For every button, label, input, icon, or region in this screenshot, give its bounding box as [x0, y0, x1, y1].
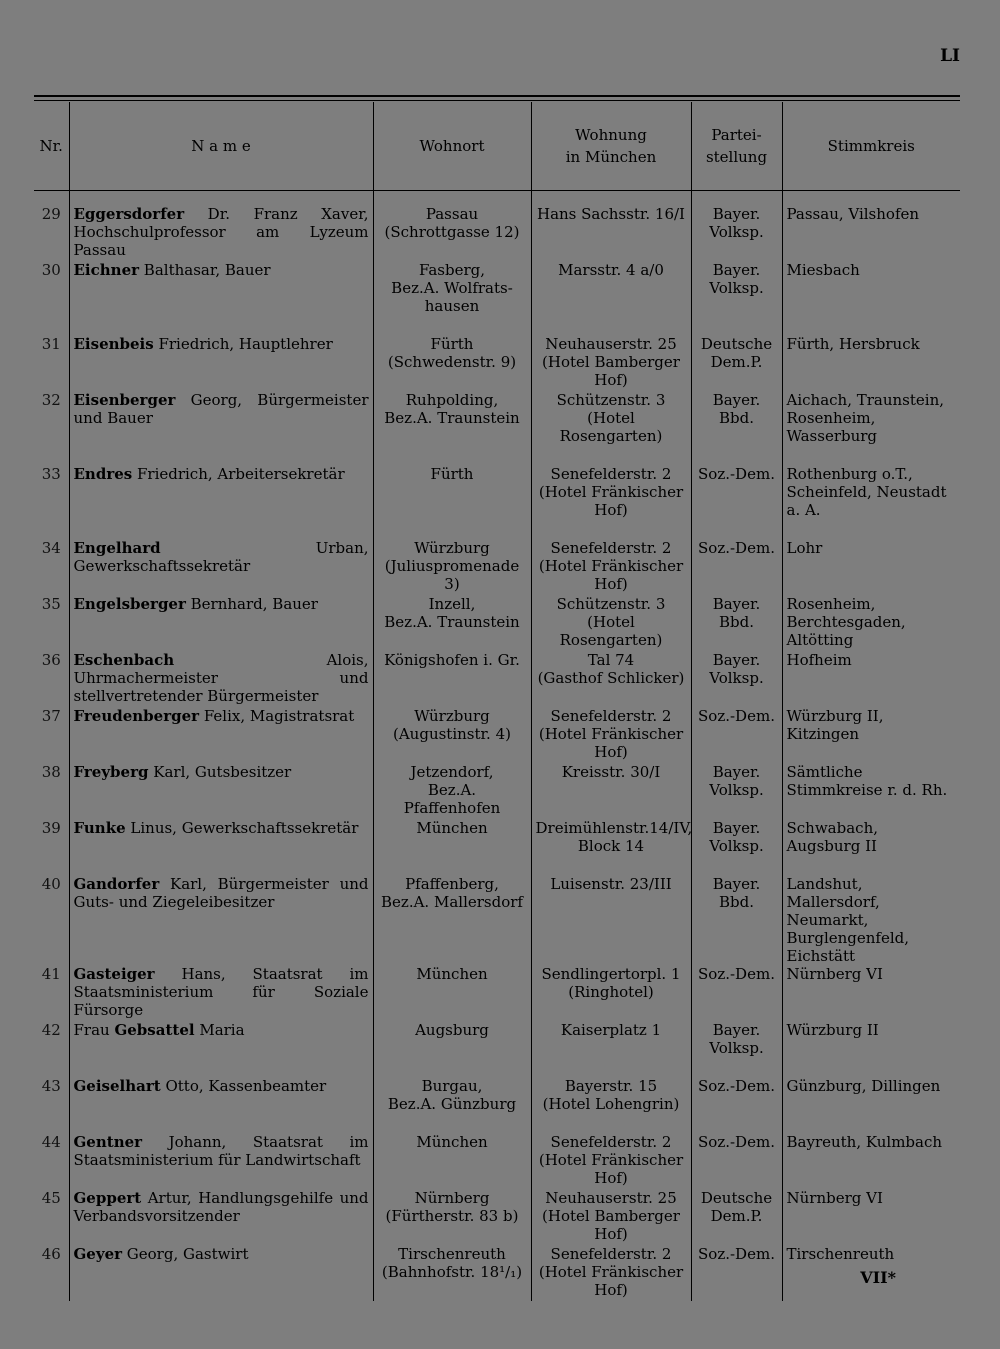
table-row	[34, 391, 960, 465]
residence-line: München	[416, 1133, 488, 1151]
member-surname: Engelhard	[73, 539, 161, 557]
address-line: Neuhauserstr. 25	[545, 1189, 677, 1207]
constituency: Bayreuth, Kulmbach	[782, 1133, 960, 1189]
party	[691, 1133, 782, 1189]
residence	[373, 261, 531, 335]
residence-line: Fasberg,	[418, 261, 486, 279]
member-surname: Gentner	[73, 1133, 143, 1151]
address-line: (Hotel Rosengarten)	[559, 409, 663, 445]
table-row	[34, 205, 960, 261]
member-surname: Eichner	[73, 261, 140, 279]
party-line: Bayer. Bbd.	[712, 595, 761, 631]
row-number: 41	[41, 965, 61, 983]
address-line: (Hotel Fränkischer Hof)	[538, 1151, 684, 1187]
member-surname: Geppert	[73, 1189, 142, 1207]
member-name	[69, 1021, 373, 1077]
name-prefix: Frau	[73, 1021, 115, 1039]
address-line: Senefelderstr. 2	[550, 1245, 672, 1263]
party-line: Bayer.	[712, 763, 761, 781]
address-line: Senefelderstr. 2	[550, 1133, 672, 1151]
constituency: Günzburg, Dillingen	[782, 1077, 960, 1133]
address-line: (Ringhotel)	[568, 983, 654, 1001]
member-surname: Eggersdorfer	[73, 205, 185, 223]
constituency: Nürnberg VI	[782, 1189, 960, 1245]
header-partei	[691, 102, 782, 191]
member-name	[69, 875, 373, 965]
row-number: 35	[41, 595, 61, 613]
address-line: Neuhauserstr. 25	[545, 335, 677, 353]
address-line: (Gasthof Schlicker)	[537, 669, 685, 687]
address-line: Senefelderstr. 2	[550, 465, 672, 483]
address-line: Luisenstr. 23/III	[550, 875, 672, 893]
munich-address	[531, 1245, 691, 1301]
row-number: 43	[41, 1077, 61, 1095]
munich-address	[531, 1133, 691, 1189]
residence-line: Fürth	[430, 335, 474, 353]
member-details: Artur, Handlungsgehilfe und Verbandsvorsitzender	[73, 1189, 369, 1225]
residence-line: Passau	[425, 205, 479, 223]
residence-line: Bez.A. Pfaffenhofen	[403, 781, 501, 817]
member-details: Alois, Uhrmachermeister und stellvertretender Bürgermeister	[73, 651, 369, 705]
party	[691, 1077, 782, 1133]
residence-line: Augsburg	[415, 1021, 489, 1039]
constituency: Schwabach, Augsburg II	[782, 819, 960, 875]
address-line: Senefelderstr. 2	[550, 539, 672, 557]
member-name	[69, 465, 373, 539]
table-row	[34, 1077, 960, 1133]
residence-line: hausen	[424, 297, 480, 315]
page-number: LI	[940, 46, 960, 66]
munich-address	[531, 1189, 691, 1245]
address-line: Hans Sachsstr. 16/I	[537, 205, 685, 223]
residence	[373, 1245, 531, 1301]
residence-line: (Bahnhofstr. 18¹/₁)	[381, 1263, 523, 1281]
party	[691, 205, 782, 261]
address-line: Kreisstr. 30/I	[561, 763, 661, 781]
header-stimmkreis: Stimmkreis	[782, 102, 960, 191]
row-number: 40	[41, 875, 61, 893]
party-line: Volksp.	[709, 223, 764, 241]
residence-line: (Augustinstr. 4)	[393, 725, 511, 743]
member-details: Maria	[194, 1021, 245, 1039]
party	[691, 1245, 782, 1301]
residence-line: Inzell,	[428, 595, 476, 613]
table-row	[34, 539, 960, 595]
constituency: Rosenheim, Berchtesgaden, Altötting	[782, 595, 960, 651]
member-name	[69, 819, 373, 875]
member-surname: Gasteiger	[73, 965, 155, 983]
table-row	[34, 707, 960, 763]
header-partei-line1: Partei-	[711, 126, 762, 144]
party-line: Volksp.	[709, 1039, 764, 1057]
party-line: Volksp.	[709, 279, 764, 297]
constituency: Miesbach	[782, 261, 960, 335]
table-row	[34, 763, 960, 819]
member-name	[69, 763, 373, 819]
row-number: 38	[41, 763, 61, 781]
residence-line: Tirschenreuth	[398, 1245, 506, 1263]
member-details: Balthasar, Bauer	[139, 261, 271, 279]
header-nr: Nr.	[34, 102, 69, 191]
member-surname: Geyer	[73, 1245, 123, 1263]
address-line: Sendlingertorpl. 1	[541, 965, 681, 983]
munich-address	[531, 965, 691, 1021]
row-number: 37	[41, 707, 61, 725]
member-surname: Endres	[73, 465, 133, 483]
constituency: Sämtliche Stimmkreise r. d. Rh.	[782, 763, 960, 819]
residence-line: Königshofen i. Gr.	[384, 651, 520, 669]
member-details: Bernhard, Bauer	[185, 595, 318, 613]
row-number: 36	[41, 651, 61, 669]
member-details: Friedrich, Hauptlehrer	[153, 335, 333, 353]
party-line: Bayer.	[712, 1021, 761, 1039]
residence-line: Bez.A. Traunstein	[384, 409, 520, 427]
residence-line: Nürnberg	[414, 1189, 490, 1207]
constituency: Lohr	[782, 539, 960, 595]
member-name	[69, 205, 373, 261]
residence	[373, 1077, 531, 1133]
member-details: Friedrich, Arbeitersekretär	[132, 465, 345, 483]
constituency: Würzburg II	[782, 1021, 960, 1077]
party	[691, 875, 782, 965]
top-rule-thin	[34, 100, 960, 101]
address-line: (Hotel Lohengrin)	[542, 1095, 680, 1113]
residence	[373, 651, 531, 707]
header-wohnort: Wohnort	[373, 102, 531, 191]
member-name	[69, 1077, 373, 1133]
residence-line: Bez.A. Traunstein	[384, 613, 520, 631]
residence	[373, 1021, 531, 1077]
header-row	[34, 102, 960, 191]
member-name	[69, 1189, 373, 1245]
residence	[373, 707, 531, 763]
address-line: Marsstr. 4 a/0	[558, 261, 664, 279]
member-surname: Eschenbach	[73, 651, 175, 669]
member-name	[69, 539, 373, 595]
party-line: Bayer. Bbd.	[712, 875, 761, 911]
member-surname: Eisenberger	[73, 391, 176, 409]
residence	[373, 539, 531, 595]
member-details: Karl, Bürgermeister und Guts- und Ziegeleibesitzer	[73, 875, 369, 911]
residence	[373, 595, 531, 651]
munich-address	[531, 707, 691, 763]
row-number: 45	[41, 1189, 61, 1207]
residence-line: Fürth	[430, 465, 474, 483]
table-row	[34, 595, 960, 651]
residence-line: (Juliuspromenade 3)	[384, 557, 520, 593]
party-line: Volksp.	[709, 837, 764, 855]
residence-line: München	[416, 819, 488, 837]
munich-address	[531, 651, 691, 707]
address-line: (Hotel Bamberger Hof)	[542, 353, 680, 389]
address-line: Schützenstr. 3	[556, 595, 666, 613]
residence	[373, 1189, 531, 1245]
residence-line: (Schwedenstr. 9)	[387, 353, 517, 371]
member-details: Karl, Gutsbesitzer	[148, 763, 292, 781]
munich-address	[531, 763, 691, 819]
constituency: Passau, Vilshofen	[782, 205, 960, 261]
munich-address	[531, 391, 691, 465]
residence-line: Würzburg	[414, 539, 490, 557]
member-details: Urban, Gewerkschaftssekretär	[73, 539, 369, 575]
header-wohnung-line1: Wohnung	[575, 126, 647, 144]
party	[691, 707, 782, 763]
member-details: Otto, Kassenbeamter	[160, 1077, 327, 1095]
member-surname: Freudenberger	[73, 707, 200, 725]
party-line: Soz.-Dem.	[698, 539, 775, 557]
table-row	[34, 651, 960, 707]
row-number: 31	[41, 335, 61, 353]
constituency: Aichach, Traunstein, Rosenheim, Wasserburg	[782, 391, 960, 465]
address-line: (Hotel Fränkischer Hof)	[538, 483, 684, 519]
address-line: (Hotel Fränkischer Hof)	[538, 1263, 684, 1299]
constituency: Rothenburg o.T., Scheinfeld, Neustadt a. A.	[782, 465, 960, 539]
row-number: 34	[41, 539, 61, 557]
munich-address	[531, 1077, 691, 1133]
header-name: N a m e	[69, 102, 373, 191]
party	[691, 1021, 782, 1077]
residence-line: (Fürtherstr. 83 b)	[385, 1207, 519, 1225]
party-line: Soz.-Dem.	[698, 1133, 775, 1151]
row-number: 32	[41, 391, 61, 409]
address-line: (Hotel Fränkischer Hof)	[538, 557, 684, 593]
table-row	[34, 819, 960, 875]
party	[691, 651, 782, 707]
munich-address	[531, 819, 691, 875]
residence-line: Jetzendorf,	[410, 763, 494, 781]
table-row	[34, 1133, 960, 1189]
member-surname: Gebsattel	[114, 1021, 195, 1039]
residence	[373, 819, 531, 875]
party-line: Volksp.	[709, 781, 764, 799]
address-line: Schützenstr. 3	[556, 391, 666, 409]
table-row	[34, 261, 960, 335]
party-line: Dem.P.	[710, 1207, 763, 1225]
address-line: Senefelderstr. 2	[550, 707, 672, 725]
party-line: Bayer.	[712, 205, 761, 223]
residence-line: (Schrottgasse 12)	[384, 223, 520, 241]
party	[691, 335, 782, 391]
party-line: Bayer.	[712, 651, 761, 669]
row-number: 29	[41, 205, 61, 223]
table-row	[34, 335, 960, 391]
party	[691, 465, 782, 539]
signature-mark: VII*	[860, 1268, 896, 1287]
address-line: (Hotel Rosengarten)	[559, 613, 663, 649]
party	[691, 261, 782, 335]
munich-address	[531, 261, 691, 335]
party-line: Bayer. Bbd.	[712, 391, 761, 427]
member-name	[69, 1133, 373, 1189]
party	[691, 965, 782, 1021]
munich-address	[531, 205, 691, 261]
party-line: Volksp.	[709, 669, 764, 687]
member-name	[69, 391, 373, 465]
residence-line: Pfaffenberg,	[405, 875, 499, 893]
party-line: Deutsche	[700, 1189, 773, 1207]
table-row	[34, 465, 960, 539]
constituency: Würzburg II, Kitzingen	[782, 707, 960, 763]
member-details: Hans, Staatsrat im Staatsministerium für Soziale Fürsorge	[73, 965, 369, 1019]
header-partei-line2: stellung	[705, 148, 768, 166]
residence-line: München	[416, 965, 488, 983]
member-surname: Funke	[73, 819, 126, 837]
top-rule	[34, 95, 960, 97]
member-name	[69, 707, 373, 763]
row-number: 30	[41, 261, 61, 279]
munich-address	[531, 465, 691, 539]
constituency: Fürth, Hersbruck	[782, 335, 960, 391]
table-row	[34, 875, 960, 965]
header-wohnung-line2: in München	[565, 148, 657, 166]
residence	[373, 1133, 531, 1189]
member-register-table	[34, 102, 960, 1301]
table-row	[34, 1189, 960, 1245]
party-line: Soz.-Dem.	[698, 707, 775, 725]
munich-address	[531, 1021, 691, 1077]
address-line: Kaiserplatz 1	[560, 1021, 662, 1039]
row-number: 46	[41, 1245, 61, 1263]
member-surname: Eisenbeis	[73, 335, 154, 353]
residence	[373, 875, 531, 965]
member-details: Johann, Staatsrat im Staatsministerium für Landwirtschaft	[73, 1133, 369, 1169]
member-surname: Freyberg	[73, 763, 149, 781]
member-details: Georg, Gastwirt	[122, 1245, 249, 1263]
party	[691, 1189, 782, 1245]
munich-address	[531, 595, 691, 651]
party	[691, 763, 782, 819]
party	[691, 819, 782, 875]
member-details: Georg, Bürgermeister und Bauer	[73, 391, 369, 427]
party-line: Soz.-Dem.	[698, 465, 775, 483]
member-details: Dr. Franz Xaver, Hochschulprofessor am Lyzeum Passau	[73, 205, 369, 259]
munich-address	[531, 539, 691, 595]
member-surname: Gandorfer	[73, 875, 160, 893]
address-line: Block 14	[577, 837, 645, 855]
constituency: Landshut, Mallersdorf, Neumarkt, Burglengenfeld, Eichstätt	[782, 875, 960, 965]
row-number: 42	[41, 1021, 61, 1039]
residence-line: Ruhpolding,	[405, 391, 499, 409]
residence-line: Bez.A. Wolfrats-	[391, 279, 513, 297]
party-line: Bayer.	[712, 261, 761, 279]
member-surname: Engelsberger	[73, 595, 186, 613]
residence-line: Bez.A. Günzburg	[387, 1095, 517, 1113]
row-number: 39	[41, 819, 61, 837]
member-name	[69, 261, 373, 335]
row-number: 44	[41, 1133, 61, 1151]
residence-line: Burgau,	[421, 1077, 483, 1095]
residence	[373, 465, 531, 539]
residence-line: Bez.A. Mallersdorf	[381, 893, 523, 911]
party-line: Deutsche	[700, 335, 773, 353]
party-line: Dem.P.	[710, 353, 763, 371]
residence-line: Würzburg	[414, 707, 490, 725]
residence	[373, 335, 531, 391]
member-details: Linus, Gewerkschaftssekretär	[125, 819, 359, 837]
party	[691, 539, 782, 595]
spacer-row	[34, 191, 960, 206]
row-number: 33	[41, 465, 61, 483]
party-line: Soz.-Dem.	[698, 1245, 775, 1263]
constituency: Hofheim	[782, 651, 960, 707]
member-surname: Geiselhart	[73, 1077, 161, 1095]
table-row	[34, 1245, 960, 1301]
party-line: Soz.-Dem.	[698, 965, 775, 983]
constituency: Nürnberg VI	[782, 965, 960, 1021]
address-line: Tal 74	[587, 651, 635, 669]
table-row	[34, 1021, 960, 1077]
party-line: Bayer.	[712, 819, 761, 837]
address-line: Bayerstr. 15	[564, 1077, 658, 1095]
residence	[373, 763, 531, 819]
table-row	[34, 965, 960, 1021]
munich-address	[531, 335, 691, 391]
address-line: (Hotel Bamberger Hof)	[542, 1207, 680, 1243]
constituency: Tirschenreuth	[782, 1245, 960, 1301]
party-line: Soz.-Dem.	[698, 1077, 775, 1095]
munich-address	[531, 875, 691, 965]
party	[691, 595, 782, 651]
address-line: (Hotel Fränkischer Hof)	[538, 725, 684, 761]
member-name	[69, 651, 373, 707]
member-name	[69, 335, 373, 391]
header-wohnung	[531, 102, 691, 191]
residence	[373, 391, 531, 465]
member-name	[69, 595, 373, 651]
residence	[373, 965, 531, 1021]
member-name	[69, 965, 373, 1021]
member-details: Felix, Magistratsrat	[199, 707, 355, 725]
party	[691, 391, 782, 465]
residence	[373, 205, 531, 261]
member-name	[69, 1245, 373, 1301]
address-line: Dreimühlenstr.14/IV,	[535, 819, 693, 837]
